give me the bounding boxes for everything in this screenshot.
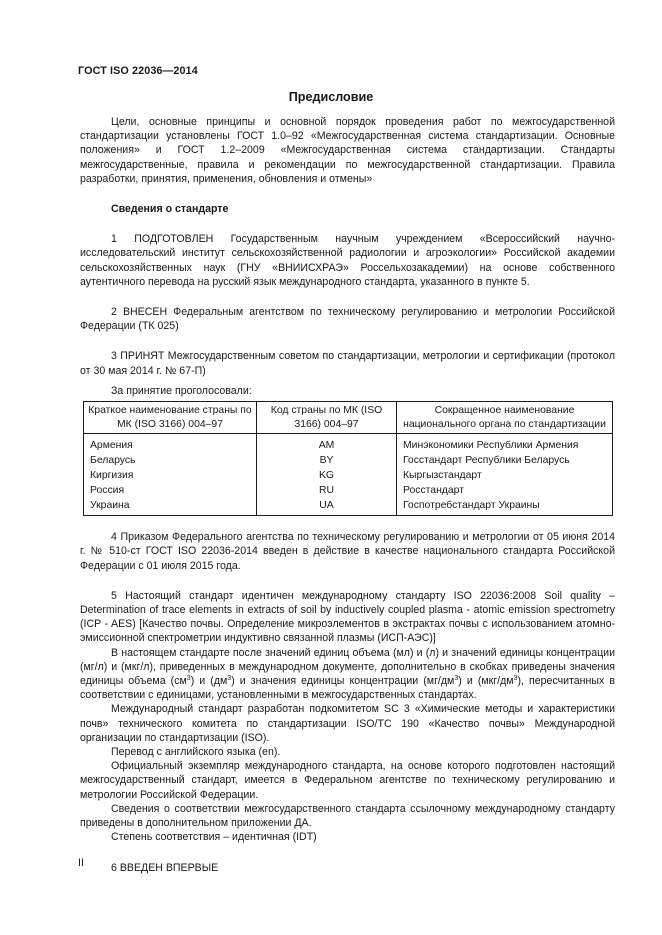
- voting-states-table: [83, 401, 613, 516]
- reference-info-paragraph: Сведения о соответствии межгосударственного стандарта ссылочному международному стандарту приведены в дополнительном приложении ДА.: [80, 802, 615, 830]
- intro-paragraph: Цели, основные принципы и основной порядок проведения работ по межгосударственной стандартизации установлены ГОСТ 1.0–92 «Межгосударственная система стандартизации. Основные положения» и ГОСТ 1.2–2009 «Межгосударственная система стандартизации. Стандарты межгосударственные, правила и рекомендации по межгосударственной стандартизации. Правила разработки, принятия, применения, обновления и отмены»: [80, 116, 615, 185]
- item-4-paragraph: 4 Приказом Федерального агентства по техническому регулированию и метрологии от 05 июня 2014 г. № 510-ст ГОСТ ISO 22036-2014 введен в действие в качестве национального стандарта Российской Федерации с 01 июля 2015 года.: [80, 531, 615, 572]
- cell-code: UA: [257, 498, 397, 516]
- cell-body: Кыргызстандарт: [397, 468, 613, 483]
- cell-country: Киргизия: [84, 468, 257, 483]
- table-row: [84, 453, 613, 468]
- item-1-paragraph: 1 ПОДГОТОВЛЕН Государственным научным учреждением «Всероссийский научно-исследовательский институт сельскохозяйственной радиологии и агроэкологии» Российской академии сельскохозяйственных наук (ГНУ «ВНИИСХРАЭ» Россельхозакадемии) на основе собственного аутентичного перевода на русский язык международного стандарта, указанного в пункте 5.: [80, 233, 615, 288]
- item-3-paragraph: 3 ПРИНЯТ Межгосударственным советом по стандартизации, метрологии и сертификации (протокол от 30 мая 2014 г. № 67-П): [80, 350, 615, 377]
- table-row: [84, 468, 613, 483]
- cell-code: RU: [257, 483, 397, 498]
- info-heading: Сведения о стандарте: [111, 203, 229, 216]
- item-6-paragraph: 6 ВВЕДЕН ВПЕРВЫЕ: [111, 861, 219, 874]
- item-5-paragraph: 5 Настоящий стандарт идентичен международному стандарту ISO 22036:2008 Soil quality – Determination of trace elements in extracts of soil by inductively coupled plasma - atomic emission spectrometry (ICP - AES) [Качество почвы. Определение микроэлементов в экстрактах почвы с использованием атомно-эмиссионной спектрометрии индуктивно связанной плазмы (ИСП-АЭС)]: [80, 589, 615, 645]
- translation-paragraph: Перевод с английского языка (en).: [111, 746, 281, 759]
- page-title: Предисловие: [288, 90, 374, 104]
- cell-body: Росстандарт: [397, 483, 613, 498]
- table-header-row: [84, 402, 613, 434]
- item-2-paragraph: 2 ВНЕСЕН Федеральным агентством по техническому регулированию и метрологии Российской Федерации (ТК 025): [80, 306, 615, 333]
- table-row: [84, 498, 613, 516]
- official-copy-paragraph: Официальный экземпляр международного стандарта, на основе которого подготовлен настоящий межгосударственный стандарт, имеется в Федеральном агентстве по техническому регулированию и метрологии Российской Федерации.: [80, 760, 615, 801]
- cell-body: Минэкономики Республики Армения: [397, 434, 613, 454]
- cell-body: Госстандарт Республики Беларусь: [397, 453, 613, 468]
- column-header-code: Код страны по МК (ISO 3166) 004–97: [257, 402, 397, 434]
- cell-country: Беларусь: [84, 453, 257, 468]
- cell-country: Россия: [84, 483, 257, 498]
- cell-code: BY: [257, 453, 397, 468]
- column-header-country: Краткое наименование страны по МК (ISO 3166) 004–97: [84, 402, 257, 434]
- document-code-header: ГОСТ ISO 22036—2014: [78, 65, 198, 77]
- cell-country: Армения: [84, 434, 257, 454]
- cell-body: Госпотребстандарт Украины: [397, 498, 613, 516]
- cell-country: Украина: [84, 498, 257, 516]
- cell-code: KG: [257, 468, 397, 483]
- page-number: II: [78, 857, 84, 869]
- table-row: [84, 483, 613, 498]
- table-row: [84, 434, 613, 454]
- conformity-paragraph: Степень соответствия – идентичная (IDT): [111, 831, 317, 844]
- vote-label: За принятие проголосовали:: [111, 384, 252, 397]
- developer-paragraph: Международный стандарт разработан подкомитетом SC 3 «Химические методы и характеристики почв» технического комитета по стандартизации ISO/TC 190 «Качество почвы» Международной организации по стандартизации (ISO).: [80, 703, 615, 744]
- units-paragraph: В настоящем стандарте после значений единиц объема (мл) и (л) и значений единицы концентрации (мг/л) и (мкг/л), приведенных в международном документе, дополнительно в скобках приведены значения единицы объема $(см^3)$ и $(дм^3)$ и значения единицы концентрации $(мг/дм^3)$ и $(мкг/дм^3)$, пересчитанных в соответствии с единицами, установленными в межгосударственных стандартах.: [80, 646, 616, 702]
- column-header-body: Сокращенное наименование национального органа по стандартизации: [397, 402, 613, 434]
- cell-code: AM: [257, 434, 397, 454]
- document-body: [80, 115, 615, 875]
